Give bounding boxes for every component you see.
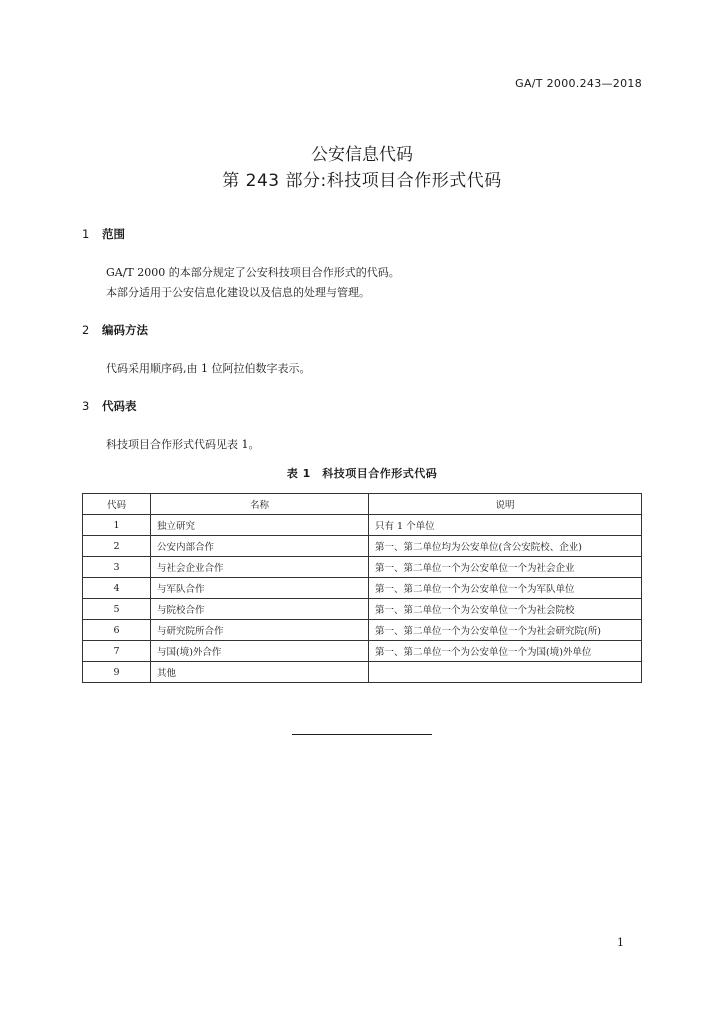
code-cell: 9: [83, 662, 151, 683]
code-cell: 4: [83, 578, 151, 599]
section-title: 范围: [102, 227, 125, 241]
name-cell: 与军队合作: [151, 578, 369, 599]
name-cell: 与国(境)外合作: [151, 641, 369, 662]
section-heading-encoding: [82, 322, 148, 338]
description-cell: 只有 1 个单位: [369, 515, 642, 536]
description-cell: 第一、第二单位一个为公安单位一个为社会研究院(所): [369, 620, 642, 641]
page-number: 1: [617, 936, 624, 949]
section-number: 1: [82, 227, 90, 241]
code-cell: 6: [83, 620, 151, 641]
name-cell: 与社会企业合作: [151, 557, 369, 578]
section-number: 2: [82, 323, 90, 337]
code-cell: 5: [83, 599, 151, 620]
table-row: [83, 641, 642, 662]
table-row: [83, 536, 642, 557]
code-table: [82, 493, 642, 683]
description-cell: 第一、第二单位一个为公安单位一个为国(境)外单位: [369, 641, 642, 662]
table-row: [83, 599, 642, 620]
description-cell: 第一、第二单位一个为公安单位一个为社会企业: [369, 557, 642, 578]
table-header-row: [83, 494, 642, 515]
section-heading-scope: [82, 226, 125, 242]
table-row: [83, 620, 642, 641]
section-number: 3: [82, 399, 90, 413]
name-cell: 独立研究: [151, 515, 369, 536]
section-heading-code-table: [82, 398, 137, 414]
name-cell: 公安内部合作: [151, 536, 369, 557]
section-title: 编码方法: [102, 323, 148, 337]
end-of-document-rule: [292, 734, 432, 735]
table-row: [83, 578, 642, 599]
name-cell: 与研究院所合作: [151, 620, 369, 641]
name-cell: 其他: [151, 662, 369, 683]
section-title: 代码表: [102, 399, 137, 413]
code-cell: 3: [83, 557, 151, 578]
description-cell: 第一、第二单位一个为公安单位一个为军队单位: [369, 578, 642, 599]
description-cell: [369, 662, 642, 683]
standard-code: GA/T 2000.243—2018: [515, 77, 642, 90]
paragraph: GA/T 2000 的本部分规定了公安科技项目合作形式的代码。: [106, 266, 400, 279]
code-cell: 7: [83, 641, 151, 662]
paragraph: 代码采用顺序码,由 1 位阿拉伯数字表示。: [106, 362, 311, 375]
name-cell: 与院校合作: [151, 599, 369, 620]
document-title: 公安信息代码: [311, 145, 413, 165]
description-cell: 第一、第二单位一个为公安单位一个为社会院校: [369, 599, 642, 620]
table-row: [83, 662, 642, 683]
code-cell: 1: [83, 515, 151, 536]
column-header-name: 名称: [151, 494, 369, 515]
table-caption: 表 1 科技项目合作形式代码: [286, 467, 438, 480]
description-cell: 第一、第二单位均为公安单位(含公安院校、企业): [369, 536, 642, 557]
paragraph: 科技项目合作形式代码见表 1。: [106, 438, 260, 451]
table-row: [83, 557, 642, 578]
column-header-description: 说明: [369, 494, 642, 515]
table-row: [83, 515, 642, 536]
paragraph: 本部分适用于公安信息化建设以及信息的处理与管理。: [106, 286, 370, 299]
code-cell: 2: [83, 536, 151, 557]
column-header-code: 代码: [83, 494, 151, 515]
document-subtitle: 第 243 部分:科技项目合作形式代码: [222, 171, 502, 191]
